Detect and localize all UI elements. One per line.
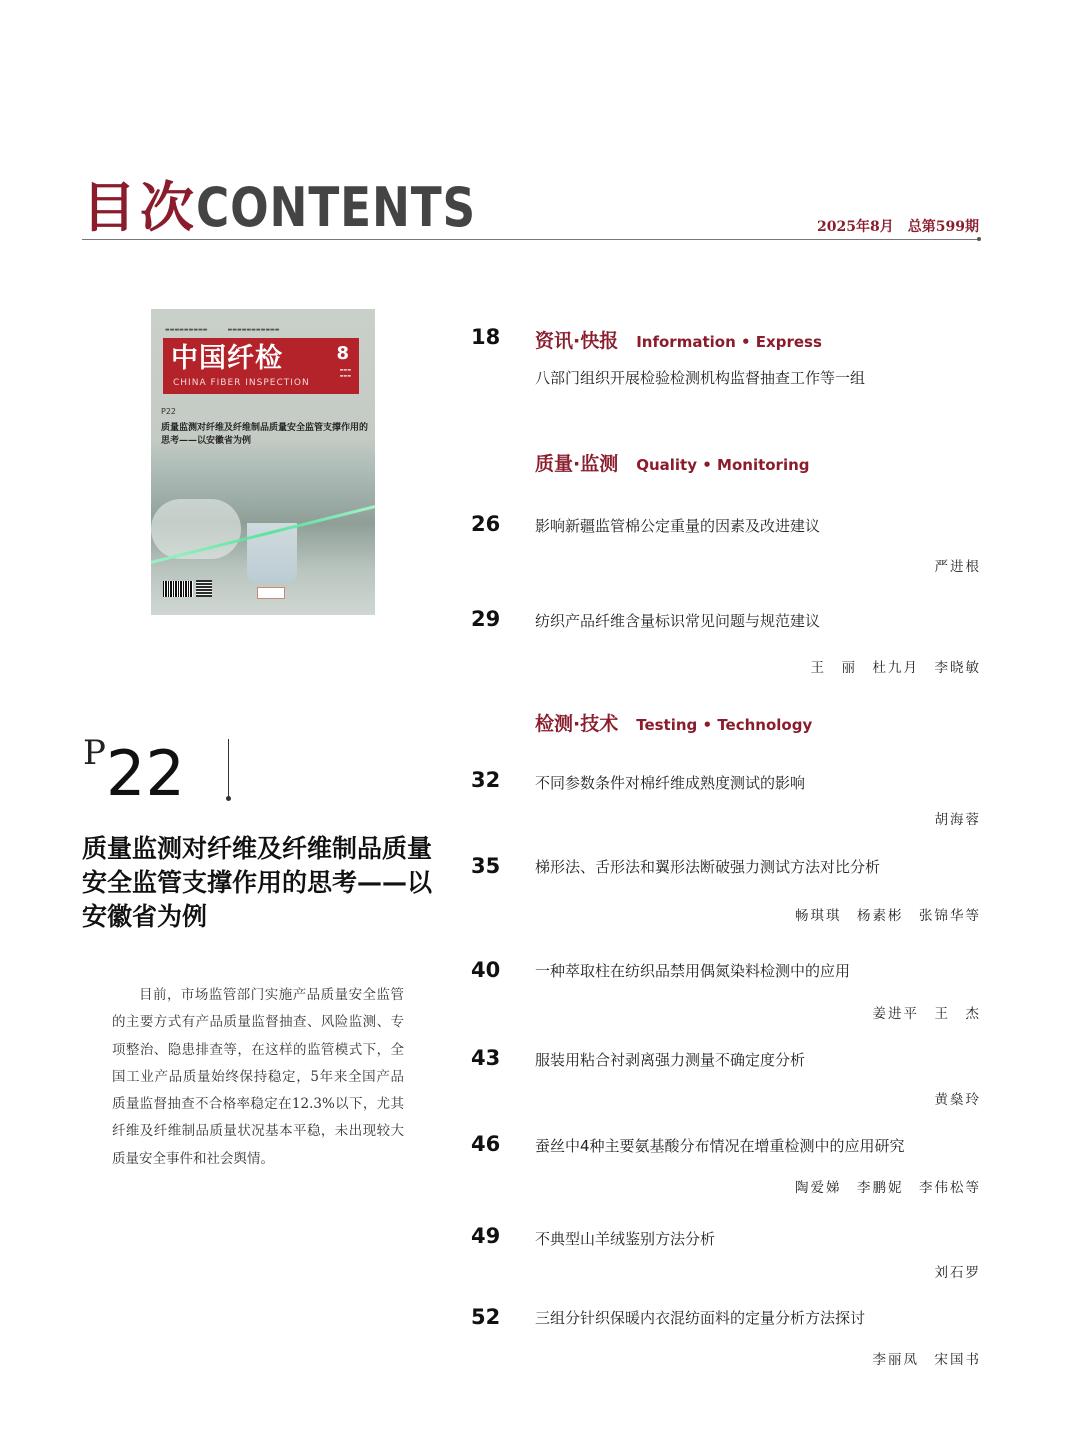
article-title[interactable]: 八部门组织开展检验检测机构监督抽查工作等一组 <box>535 369 866 387</box>
article-page-number: 52 <box>471 1305 501 1329</box>
cover-title: 中国纤检 <box>171 343 283 374</box>
section-title-cn: 检测·技术 <box>535 713 619 735</box>
article-page-number: 49 <box>471 1224 501 1248</box>
cover-title-banner <box>163 338 359 394</box>
article-authors: 陶爱娣 李鹏妮 李伟松等 <box>795 1180 981 1196</box>
article-title[interactable]: 三组分针织保暖内衣混纺面料的定量分析方法探讨 <box>535 1309 866 1327</box>
cover-title-en: CHINA FIBER INSPECTION <box>173 378 310 388</box>
cover-sample-label <box>257 587 285 599</box>
article-authors: 刘石罗 <box>934 1265 981 1281</box>
article-page-number: 46 <box>471 1132 501 1156</box>
article-page-number: 18 <box>471 325 501 349</box>
article-title[interactable]: 梯形法、舌形法和翼形法断破强力测试方法对比分析 <box>535 858 881 876</box>
article-title[interactable]: 影响新疆监管棉公定重量的因素及改进建议 <box>535 517 821 535</box>
cover-issue-number: 8 <box>336 343 349 364</box>
article-title[interactable]: 一种萃取柱在纺织品禁用偶氮染料检测中的应用 <box>535 962 851 980</box>
section-header-information <box>535 326 822 353</box>
article-title[interactable]: 服装用粘合衬剥离强力测量不确定度分析 <box>535 1051 806 1069</box>
article-title[interactable]: 蚕丝中4种主要氨基酸分布情况在增重检测中的应用研究 <box>535 1137 905 1155</box>
article-authors: 严进根 <box>934 559 981 575</box>
issue-total: 总第599期 <box>907 219 979 235</box>
header-rule <box>82 239 980 240</box>
feature-title[interactable]: 质量监测对纤维及纤维制品质量安全监管支撑作用的思考——以安徽省为例 <box>82 834 433 931</box>
issue-info <box>817 216 979 236</box>
feature-page-prefix: P <box>83 733 106 773</box>
section-title-cn: 资讯·快报 <box>535 330 619 352</box>
cover-barcode <box>163 581 193 597</box>
magazine-cover-image[interactable] <box>151 309 375 615</box>
article-title[interactable]: 不同参数条件对棉纤维成熟度测试的影响 <box>535 774 806 792</box>
contents-title-cn: 目次 <box>82 176 198 239</box>
article-page-number: 26 <box>471 512 501 536</box>
article-authors: 王 丽 杜九月 李晓敏 <box>810 660 981 676</box>
article-title[interactable]: 不典型山羊绒鉴别方法分析 <box>535 1230 716 1248</box>
cover-publisher-line: ▬▬▬▬▬▬▬▬▬ ▬▬▬▬▬▬▬▬▬▬▬ <box>165 327 280 333</box>
article-page-number: 32 <box>471 768 501 792</box>
feature-page-number: 22 <box>106 737 185 810</box>
feature-divider-dot <box>226 796 231 801</box>
section-header-quality <box>535 449 810 476</box>
article-authors: 胡海蓉 <box>934 812 981 828</box>
header-rule-dot <box>977 237 981 241</box>
article-authors: 李丽凤 宋国书 <box>872 1352 981 1368</box>
cover-qr-code-icon <box>196 580 212 597</box>
article-authors: 姜进平 王 杰 <box>872 1006 981 1022</box>
article-page-number: 43 <box>471 1046 501 1070</box>
article-page-number: 35 <box>471 854 501 878</box>
cover-feature-title: 质量监测对纤维及纤维制品质量安全监管支撑作用的思考——以安徽省为例 <box>161 423 369 446</box>
article-page-number: 29 <box>471 607 501 631</box>
feature-divider <box>228 739 229 797</box>
feature-abstract: 目前，市场监管部门实施产品质量安全监管的主要方式有产品质量监督抽查、风险监测、专项整治、隐患排查等，在这样的监管模式下，全国工业产品质量始终保持稳定，5年来全国产品质量监督抽查不合格率稳定在12.3%以下，尤其纤维及纤维制品质量状况基本平稳，未出现较大质量安全事件和社会舆情。 <box>112 987 404 1167</box>
cover-feature-page: P22 <box>161 407 177 416</box>
section-header-testing <box>535 709 812 736</box>
cover-issue-fineprint: ▬▬▬ ▬▬▬ <box>339 367 351 378</box>
section-title-en: Information • Express <box>636 333 822 351</box>
contents-title-en: CONTENTS <box>196 176 477 239</box>
section-title-en: Testing • Technology <box>636 716 813 734</box>
article-title[interactable]: 纺织产品纤维含量标识常见问题与规范建议 <box>535 612 821 630</box>
article-authors: 畅琪琪 杨素彬 张锦华等 <box>795 908 981 924</box>
section-title-cn: 质量·监测 <box>535 453 619 475</box>
issue-date: 2025年8月 <box>817 219 894 235</box>
article-page-number: 40 <box>471 958 501 982</box>
section-title-en: Quality • Monitoring <box>636 456 810 474</box>
article-authors: 黄燊玲 <box>934 1092 981 1108</box>
